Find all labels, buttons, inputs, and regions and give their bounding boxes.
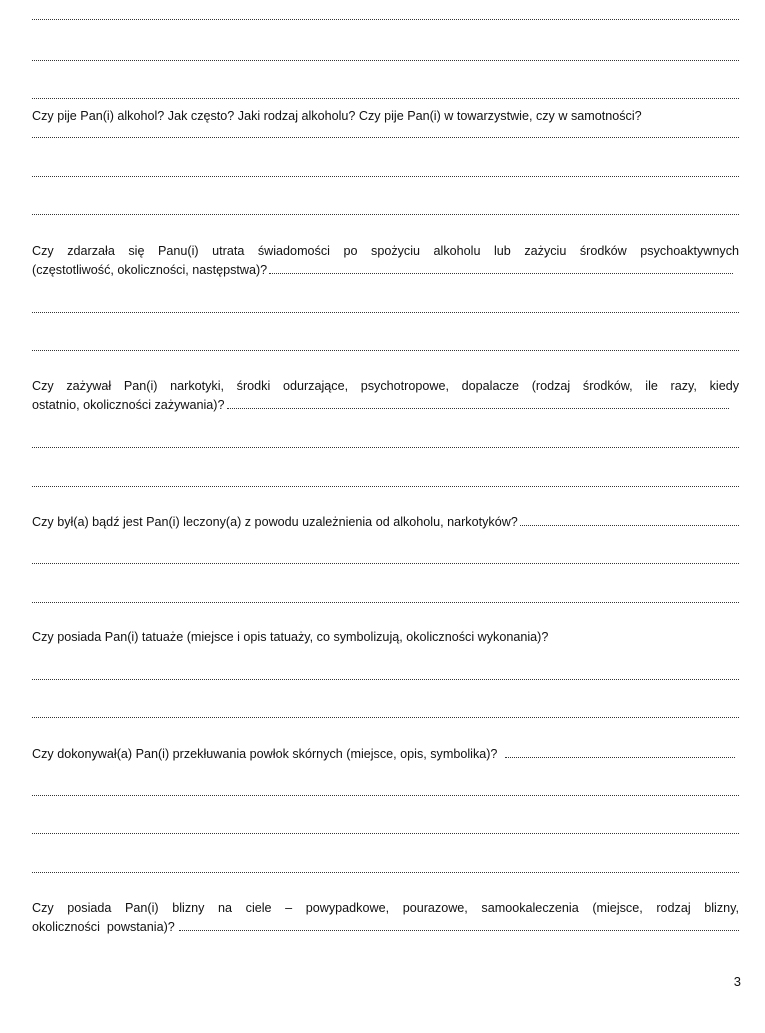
question-drugs-line2: ostatnio, okoliczności zażywania)? bbox=[32, 398, 225, 412]
answer-line[interactable] bbox=[32, 563, 739, 564]
answer-line[interactable] bbox=[179, 930, 739, 931]
answer-line[interactable] bbox=[32, 872, 739, 873]
answer-line[interactable] bbox=[32, 60, 739, 61]
answer-line[interactable] bbox=[32, 602, 739, 603]
question-treated-text: Czy był(a) bądź jest Pan(i) leczony(a) z powodu uzależnienia od alkoholu, narkotyków? bbox=[32, 515, 518, 529]
answer-line[interactable] bbox=[32, 214, 739, 215]
answer-line[interactable] bbox=[227, 408, 730, 409]
answer-line[interactable] bbox=[32, 312, 739, 313]
question-alcohol: Czy pije Pan(i) alkohol? Jak często? Jaki rodzaj alkoholu? Czy pije Pan(i) w towarzystwie, czy w samotności? bbox=[32, 109, 642, 123]
question-blackout-line2: (częstotliwość, okoliczności, następstwa)? bbox=[32, 263, 268, 277]
question-treated bbox=[32, 513, 739, 532]
answer-line[interactable] bbox=[32, 447, 739, 448]
question-scars bbox=[32, 899, 739, 937]
answer-line[interactable] bbox=[32, 486, 739, 487]
page-number: 3 bbox=[733, 974, 741, 989]
answer-line[interactable] bbox=[32, 679, 739, 680]
answer-line[interactable] bbox=[32, 833, 739, 834]
question-blackout-line1: Czy zdarzała się Panu(i) utrata świadomości po spożyciu alkoholu lub zażyciu środków psychoaktywnych bbox=[32, 244, 739, 258]
answer-line[interactable] bbox=[32, 137, 739, 138]
answer-line[interactable] bbox=[32, 717, 739, 718]
question-blackout bbox=[32, 242, 739, 280]
answer-line[interactable] bbox=[32, 98, 739, 99]
answer-line[interactable] bbox=[520, 525, 739, 526]
question-scars-line1: Czy posiada Pan(i) blizny na ciele – powypadkowe, pourazowe, samookaleczenia (miejsce, rodzaj blizny, bbox=[32, 901, 739, 915]
answer-line[interactable] bbox=[269, 273, 733, 274]
question-tattoo: Czy posiada Pan(i) tatuaże (miejsce i opis tatuaży, co symbolizują, okoliczności wykonania)? bbox=[32, 630, 549, 644]
question-drugs bbox=[32, 377, 739, 415]
answer-line[interactable] bbox=[32, 350, 739, 351]
question-scars-line2: okoliczności powstania)? bbox=[32, 920, 175, 934]
answer-line[interactable] bbox=[32, 19, 739, 20]
question-piercing-text: Czy dokonywał(a) Pan(i) przekłuwania powłok skórnych (miejsce, opis, symbolika)? bbox=[32, 747, 498, 761]
question-piercing bbox=[32, 745, 739, 764]
answer-line[interactable] bbox=[505, 757, 735, 758]
answer-line[interactable] bbox=[32, 176, 739, 177]
answer-line[interactable] bbox=[32, 795, 739, 796]
question-drugs-line1: Czy zażywał Pan(i) narkotyki, środki odurzające, psychotropowe, dopalacze (rodzaj środków, ile razy, kiedy bbox=[32, 379, 739, 393]
